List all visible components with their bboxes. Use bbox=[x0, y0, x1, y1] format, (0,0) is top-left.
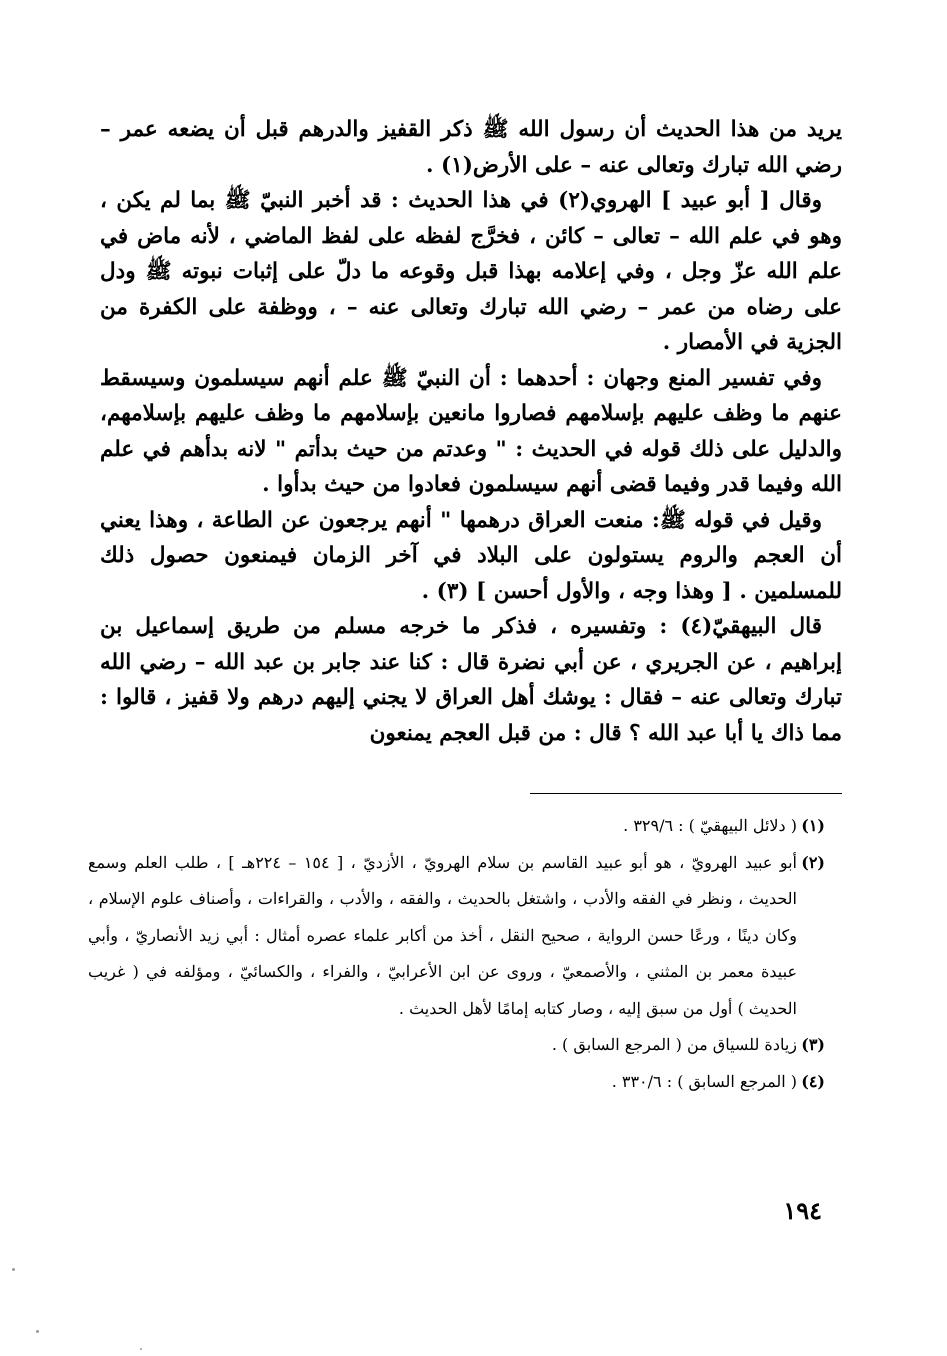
scan-speck bbox=[12, 1268, 15, 1271]
footnote-text: ( المرجع السابق ) : ٣٣٠/٦ . bbox=[611, 1071, 797, 1091]
footnote bbox=[88, 808, 825, 845]
footnote-number: (٤) bbox=[801, 1071, 825, 1091]
footnote-text: أبو عبيد الهرويّ ، هو أبو عبيد القاسم بن سلام الهرويّ ، الأزديّ ، [ ١٥٤ – ٢٢٤هـ ] ، طلب العلم وسمع الحديث ، ونظر في الفقه والأدب ، واشتغل بالحديث ، والفقه ، والأدب ، والقراءات ، وأصناف علوم الإسلام ، وكان دينًا ، ورعًا حسن الرواية ، صحيح النقل ، أخذ من أكابر علماء عصره أمثال : أبي زيد الأنصاريّ ، وأبي عبيدة معمر بن المثني ، والأصمعيّ ، وروى عن ابن الأعرابيّ ، والفراء ، والكسائيّ ، ومؤلفه في ( غريب الحديث ) أول من سبق إليه ، وصار كتابه إمامًا لأهل الحديث . bbox=[88, 852, 798, 1018]
footnote-number: (٢) bbox=[801, 852, 825, 872]
paragraph-4: وقيل في قوله ﷺ: منعت العراق درهمها " أنهم يرجعون عن الطاعة ، وهذا يعني أن العجم والروم يستولون على البلاد في آخر الزمان فيمنعون حصول ذلك للمسلمين . [ وهذا وجه ، والأول أحسن ] (٣) . bbox=[100, 507, 842, 604]
main-text bbox=[100, 112, 842, 751]
footnote-number: (٣) bbox=[801, 1035, 825, 1054]
scan-speck bbox=[36, 1330, 39, 1333]
footnote bbox=[88, 1027, 825, 1064]
scan-speck bbox=[140, 1348, 142, 1350]
paragraph-5: قال البيهقيّ(٤) : وتفسيره ، فذكر ما خرجه مسلم من طريق إسماعيل بن إبراهيم ، عن الجريري ، عن أبي نضرة قال : كنا عند جابر بن عبد الله – رضي الله تبارك وتعالى عنه – فقال : يوشك أهل العراق لا يجني إليهم درهم ولا قفيز ، قالوا : مما ذاك يا أبا عبد الله ؟ قال : من قبل العجم يمنعون bbox=[100, 614, 842, 746]
footnote bbox=[88, 1064, 825, 1101]
footnote-number: (١) bbox=[801, 816, 825, 835]
footnotes bbox=[88, 808, 825, 1100]
page-number: ١٩٤ bbox=[783, 1196, 822, 1225]
paragraph-3: وفي تفسير المنع وجهان : أحدهما : أن النبيّ ﷺ علم أنهم سيسلمون وسيسقط عنهم ما وظف عليهم بإسلامهم فصاروا مانعين بإسلامهم ما وظف عليهم بإسلامهم، والدليل على ذلك قوله في الحديث : " وعدتم من حيث بدأتم " لانه بدأهم في علم الله وفيما قدر وفيما قضى أنهم سيسلمون فعادوا من حيث بدأوا . bbox=[100, 365, 842, 497]
paragraph-2: وقال [ أبو عبيد ] الهروي(٢) في هذا الحديث : قد أخبر النبيّ ﷺ بما لم يكن ، وهو في علم الله – تعالى – كائن ، فخرَّج لفظه على لفظ الماضي ، لأنه ماض في علم الله عزّ وجل ، وفي إعلامه بهذا قبل وقوعه ما دلّ على إثبات نبوته ﷺ ودل على رضاه من عمر – رضي الله تبارك وتعالى عنه – ، ووظفة على الكفرة من الجزية في الأمصار . bbox=[100, 188, 842, 355]
footnote-divider bbox=[530, 793, 842, 794]
footnote-text: ( دلائل البيهقيّ ) : ٣٢٩/٦ . bbox=[623, 816, 797, 835]
footnote bbox=[88, 845, 825, 1028]
paragraph-1: يريد من هذا الحديث أن رسول الله ﷺ ذكر القفيز والدرهم قبل أن يضعه عمر – رضي الله تبارك وتعالى عنه – على الأرض(١) . bbox=[100, 117, 842, 178]
footnote-text: زيادة للسياق من ( المرجع السابق ) . bbox=[551, 1035, 797, 1054]
